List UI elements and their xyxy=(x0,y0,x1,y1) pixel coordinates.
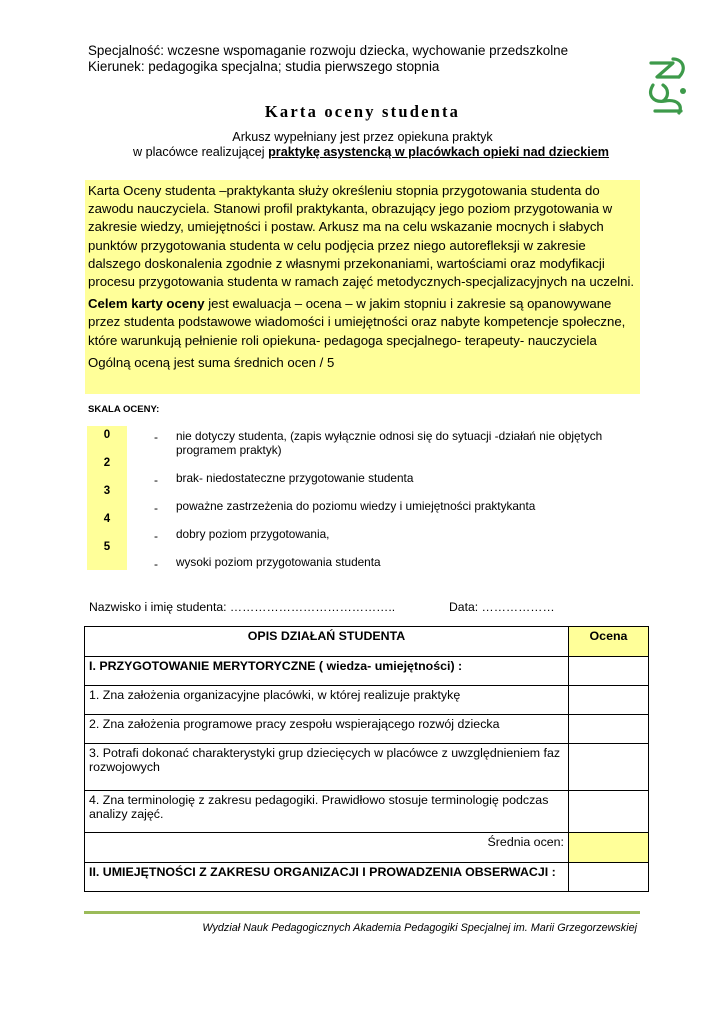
average-row xyxy=(85,833,649,863)
criterion-text: 2. Zna założenia programowe pracy zespołu wspierającego rozwój dziecka xyxy=(85,715,569,744)
intro-text xyxy=(88,182,640,372)
intro-paragraph-3: Ogólną oceną jest suma średnich ocen / 5 xyxy=(88,354,335,370)
criterion-text: 1. Zna założenia organizacyjne placówki, w której realizuje praktykę xyxy=(85,686,569,715)
subtitle-line-2-text: w placówce realizującej xyxy=(133,145,269,159)
grade-cell[interactable] xyxy=(569,657,649,686)
footer-text: Wydział Nauk Pedagogicznych Akademia Pedagogiki Specjalnej im. Marii Grzegorzewskiej xyxy=(202,922,637,934)
practice-type: praktykę asystencką w placówkach opieki nad dzieckiem xyxy=(268,145,610,159)
section-row xyxy=(85,657,649,686)
footer-divider xyxy=(84,911,640,914)
scale-grade: 4 xyxy=(103,513,111,525)
scale-description: brak- niedostateczne przygotowanie studenta xyxy=(176,471,414,485)
student-name-field[interactable]: Nazwisko i imię studenta: ………………………………….. xyxy=(89,600,396,614)
scale-dash: - xyxy=(154,557,158,571)
table-row xyxy=(85,686,649,715)
average-label: Średnia ocen: xyxy=(85,833,569,863)
column-header-grade: Ocena xyxy=(569,627,649,657)
evaluation-table xyxy=(84,626,649,892)
table-row xyxy=(85,791,649,833)
grade-cell[interactable] xyxy=(569,686,649,715)
scale-grade: 0 xyxy=(103,429,111,441)
scale-grade: 3 xyxy=(103,485,111,497)
column-header-description: OPIS DZIAŁAŃ STUDENTA xyxy=(85,627,569,657)
scale-dash: - xyxy=(154,529,158,543)
intro-paragraph-1: Karta Oceny studenta –praktykanta służy określeniu stopnia przygotowania studenta do zawodu nauczyciela. Stanowi profil praktykanta, obrazujący jego poziom przygotowania w zakresie wiedzy, umiejętności i postaw. Arkusz ma na celu wskazanie mocnych i słabych punktów przygotowania studenta w celu podjęcia przez niego autorefleksji w zakresie dalszego doskonalenia zgodnie z własnymi przekonaniami, wartościami oraz modyfikacji procesu przygotowania studenta w ramach zajęć metodycznych-specjalizacyjnych na uczelni. xyxy=(88,183,635,290)
table-header-row xyxy=(85,627,649,657)
date-field[interactable]: Data: ……………… xyxy=(449,600,555,614)
table-row xyxy=(85,744,649,791)
table-row xyxy=(85,715,649,744)
grade-cell[interactable] xyxy=(569,863,649,892)
criterion-text: 3. Potrafi dokonać charakterystyki grup dziecięcych w placówce z uwzględnieniem faz rozwojowych xyxy=(85,744,569,791)
scale-grade: 2 xyxy=(103,457,111,469)
grade-cell[interactable] xyxy=(569,791,649,833)
document-header xyxy=(88,43,568,74)
scale-description: nie dotyczy studenta, (zapis wyłącznie odnosi się do sytuacji -działań nie objętych programem praktyk) xyxy=(176,429,603,457)
specialty-line: Specjalność: wczesne wspomaganie rozwoju dziecka, wychowanie przedszkolne xyxy=(88,43,569,58)
direction-line: Kierunek: pedagogika specjalna; studia pierwszego stopnia xyxy=(88,58,440,74)
scale-dash: - xyxy=(154,430,158,444)
subtitle-line-2 xyxy=(133,145,609,159)
intro-paragraph-2 xyxy=(88,295,640,350)
scale-description: poważne zastrzeżenia do poziomu wiedzy i umiejętności praktykanta xyxy=(176,499,536,513)
grade-cell[interactable] xyxy=(569,744,649,791)
scale-dash: - xyxy=(154,501,158,515)
scale-label: SKALA OCENY: xyxy=(88,404,160,415)
scale-grade: 5 xyxy=(103,541,111,553)
subtitle-line-1: Arkusz wypełniany jest przez opiekuna praktyk xyxy=(232,130,493,144)
section-title-1: I. PRZYGOTOWANIE MERYTORYCZNE ( wiedza- umiejętności) : xyxy=(85,657,569,686)
scale-dash: - xyxy=(154,473,158,487)
grade-cell[interactable] xyxy=(569,715,649,744)
scale-description: wysoki poziom przygotowania studenta xyxy=(176,555,381,569)
intro-goal-text: jest ewaluacja – ocena – w jakim stopniu i zakresie są opanowywane przez studenta podstawowe wiadomości i umiejętności oraz nabyte kompetencje społeczne, które warunkują pełnienie roli opiekuna- pedagoga specjalnego- terapeuty- nauczyciela xyxy=(88,296,626,348)
page-title: Karta oceny studenta xyxy=(264,102,461,121)
section-row xyxy=(85,863,649,892)
average-grade-cell[interactable] xyxy=(569,833,649,863)
criterion-text: 4. Zna terminologię z zakresu pedagogiki. Prawidłowo stosuje terminologię podczas analizy zajęć. xyxy=(85,791,569,833)
section-title-2: II. UMIEJĘTNOŚCI Z ZAKRESU ORGANIZACJI I PROWADZENIA OBSERWACJI : xyxy=(85,863,569,892)
intro-goal-label: Celem karty oceny xyxy=(88,296,209,312)
scale-description: dobry poziom przygotowania, xyxy=(176,527,330,541)
